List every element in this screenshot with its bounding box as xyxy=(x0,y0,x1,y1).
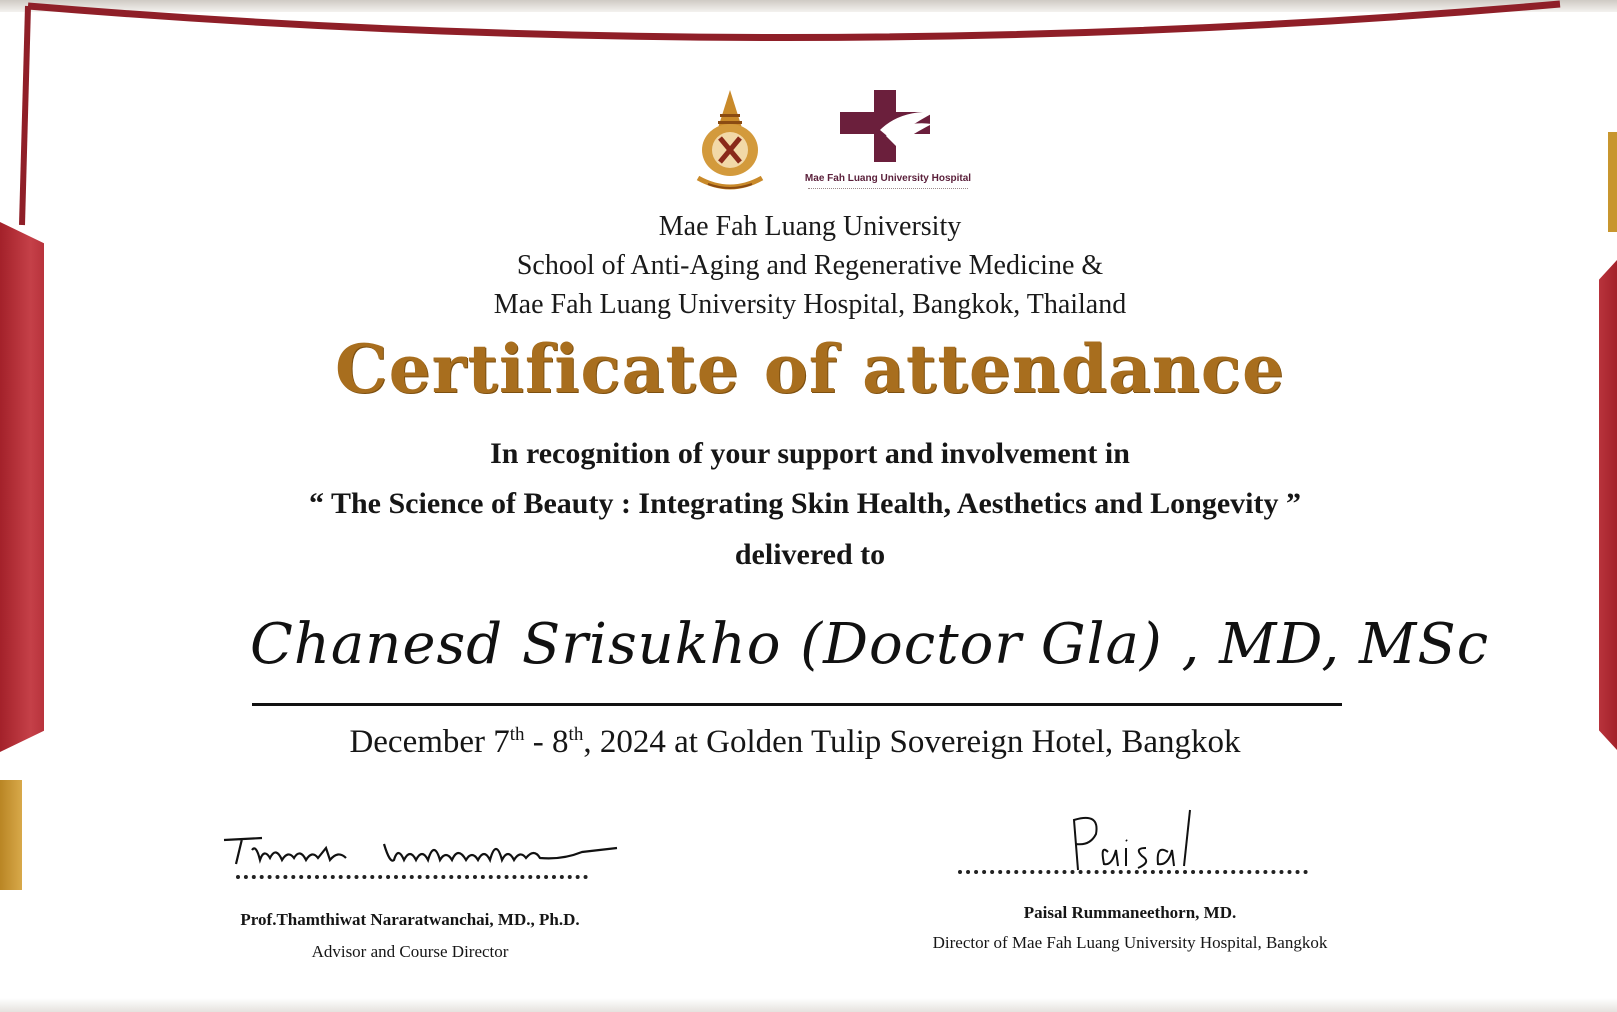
event-venue: , 2024 at Golden Tulip Sovereign Hotel, Bangkok xyxy=(583,724,1241,760)
frame-ribbon-right xyxy=(1599,260,1617,750)
director-signature-line xyxy=(958,870,1308,874)
frame-gold-accent-right xyxy=(1608,132,1617,232)
director-signature xyxy=(1060,808,1220,878)
recognition-text: In recognition of your support and involvement in xyxy=(490,437,1130,470)
frame-gold-accent-left xyxy=(0,780,22,890)
recipient-name: Chanesd Srisukho (Doctor Gla) , MD, MSc xyxy=(250,612,1490,677)
course-title: “ The Science of Beauty : Integrating Skin Health, Aesthetics and Longevity ” xyxy=(309,487,1301,520)
director-name: Paisal Rummaneethorn, MD. xyxy=(1023,903,1237,922)
hospital-name: Mae Fah Luang University Hospital, Bangkok, Thailand xyxy=(493,289,1127,320)
certificate-title: Certificate of attendance xyxy=(335,330,1285,408)
event-date-start: December 7 xyxy=(349,724,510,760)
page-bottom-edge xyxy=(0,998,1617,1012)
recipient-underline xyxy=(252,703,1342,706)
advisor-name: Prof.Thamthiwat Nararatwanchai, MD., Ph.D. xyxy=(240,910,580,929)
university-name: Mae Fah Luang University xyxy=(658,211,962,242)
university-crest-icon xyxy=(690,88,770,198)
advisor-signature-line xyxy=(236,875,588,879)
school-name: School of Anti-Aging and Regenerative Medicine & xyxy=(516,250,1104,281)
hospital-logo-subcaption xyxy=(808,188,968,192)
hospital-logo-caption: Mae Fah Luang University Hospital xyxy=(804,173,972,184)
hospital-cross-logo-icon xyxy=(840,90,940,170)
advisor-role: Advisor and Course Director xyxy=(311,942,509,961)
event-date-venue xyxy=(250,724,1340,761)
delivered-to-text: delivered to xyxy=(734,538,886,571)
director-role: Director of Mae Fah Luang University Hospital, Bangkok xyxy=(932,933,1328,952)
frame-ribbon-left xyxy=(0,222,44,752)
advisor-signature xyxy=(222,830,622,872)
event-date-suffix-1: th xyxy=(509,724,525,745)
event-date-suffix-2: th xyxy=(568,724,584,745)
event-date-separator: - 8 xyxy=(524,724,569,760)
